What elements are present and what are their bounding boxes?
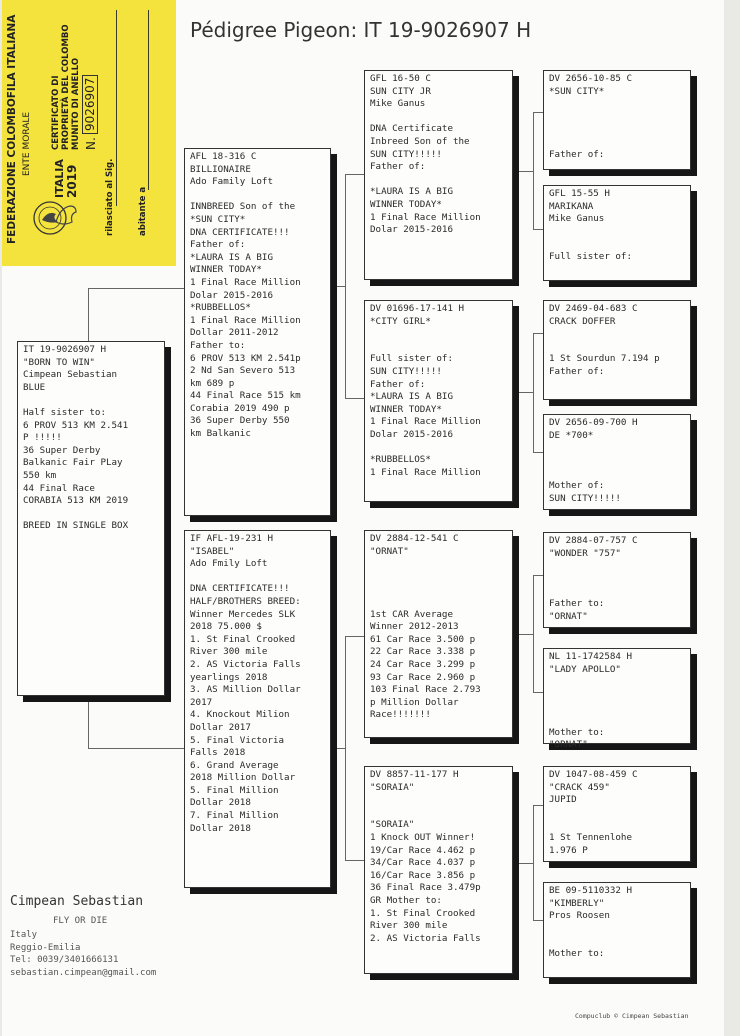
card-resident-line	[148, 10, 149, 190]
pedigree-line: *RUBBELLOS*	[370, 454, 431, 466]
pedigree-line: 1 Final Race Million	[370, 416, 481, 428]
pedigree-line	[549, 341, 685, 354]
card-issued-line	[116, 10, 117, 206]
pedigree-line	[549, 328, 685, 341]
page-title: Pédigree Pigeon: IT 19-9026907 H	[190, 18, 532, 42]
card-certificate-line-3: MUNITO DI ANELLO	[71, 57, 81, 150]
pedigree-line	[549, 807, 685, 820]
owner-slogan: FLY OR DIE	[53, 916, 108, 926]
pedigree-line	[549, 111, 685, 124]
pedigree-line	[549, 136, 685, 149]
pedigree-line: 44 Final Race 515 km	[190, 390, 301, 402]
pedigree-line: Half sister to:	[23, 406, 106, 418]
pigeon-box-dam-dam	[364, 766, 513, 974]
pedigree-line: "BORN TO WIN"	[23, 356, 95, 368]
pedigree-line: River 300 mile	[190, 646, 268, 658]
card-federation: FEDERAZIONE COLOMBOFILA ITALIANA	[6, 14, 18, 244]
owner-phone: Tel: 0039/3401666131	[10, 955, 119, 965]
pedigree-line: Dolar 2015-2016	[370, 224, 453, 236]
pedigree-line: DNA CERTIFICATE!!!	[190, 226, 290, 238]
pedigree-line: "CRACK 459"	[549, 781, 610, 793]
pedigree-line: 44 Final Race	[23, 482, 95, 494]
pedigree-line: JUPID	[549, 794, 577, 806]
pedigree-line: *RUBBELLOS*	[190, 302, 251, 314]
pedigree-line: 1 Final Race Million	[370, 211, 481, 223]
pedigree-line: INNBREED Son of the	[190, 201, 296, 213]
pigeon-box-ddd	[543, 882, 691, 978]
pedigree-line	[190, 571, 325, 584]
pigeon-box-dsd	[543, 648, 691, 751]
pedigree-line: 36 Super Derby 550	[190, 415, 290, 427]
pedigree-line: 5. Final Victoria	[190, 734, 285, 746]
pedigree-line: *LAURA IS A BIG	[370, 391, 453, 403]
owner-info	[10, 894, 156, 979]
card-resident: abitante a	[138, 186, 148, 236]
pedigree-line: "SORAIA"	[370, 781, 415, 793]
pedigree-line	[549, 573, 685, 586]
pedigree-line: 4. Knockout Milion	[190, 709, 290, 721]
pedigree-line: DNA Certificate	[370, 123, 453, 135]
pedigree-line: km Balkanic	[190, 428, 251, 440]
pedigree-line	[549, 226, 685, 239]
pedigree-line: Winner Mercedes SLK	[190, 608, 296, 620]
pedigree-line: Ado Fmily Loft	[190, 558, 268, 570]
pedigree-line: HALF/BROTHERS BREED:	[190, 595, 301, 607]
pedigree-line: *LAURA IS A BIG	[370, 186, 453, 198]
pedigree-line	[549, 585, 685, 598]
pedigree-line: Father of:	[549, 148, 605, 160]
pedigree-line: "ORNAT"	[549, 739, 588, 751]
ring-certificate-card	[2, 0, 176, 266]
pedigree-line: 1 Knock OUT Winner!	[370, 831, 476, 843]
pigeon-box-subject	[17, 341, 165, 696]
ring-number: DV 2656-09-700 H	[549, 417, 638, 428]
pedigree-line: Father of:	[370, 378, 426, 390]
pedigree-line: 36 Final Race 3.479p	[370, 882, 481, 894]
pedigree-line: 550 km	[23, 469, 57, 481]
pedigree-line: Winner 2012-2013	[370, 621, 459, 633]
pedigree-line: 2. AS Victoria Falls	[370, 932, 481, 944]
pedigree-line: Corabia 2019 490 p	[190, 402, 290, 414]
ring-number: IF AFL-19-231 H	[190, 533, 273, 544]
pedigree-line: WINNER TODAY*	[370, 403, 442, 415]
pigeon-box-dss	[543, 532, 691, 628]
pedigree-line	[370, 442, 507, 455]
card-ente: ENTE MORALE	[22, 111, 32, 176]
pedigree-line: Falls 2018	[190, 747, 246, 759]
pedigree-line: SUN CITY!!!!!	[370, 148, 442, 160]
pedigree-line: 19/Car Race 4.462 p	[370, 844, 476, 856]
ring-number: DV 2884-12-541 C	[370, 533, 459, 544]
pedigree-line: "ORNAT"	[370, 545, 409, 557]
pedigree-line: 2018 75.000 $	[190, 621, 262, 633]
pigeon-box-sire	[184, 148, 331, 516]
pedigree-line	[549, 689, 685, 702]
pigeon-box-sdd	[543, 414, 691, 510]
pedigree-line: 34/Car Race 4.037 p	[370, 857, 476, 869]
pedigree-sheet	[2, 0, 724, 1036]
pedigree-line	[549, 455, 685, 468]
pedigree-line: 1 St Tennenlohe	[549, 831, 632, 843]
pedigree-line: CRACK DOFFER	[549, 315, 616, 327]
pedigree-line	[23, 394, 159, 407]
owner-contact	[10, 929, 156, 979]
pedigree-line	[549, 98, 685, 111]
pedigree-line: Cimpean Sebastian	[23, 369, 118, 381]
pedigree-line	[549, 238, 685, 251]
pedigree-line	[370, 807, 507, 820]
pedigree-line: BILLIONAIRE	[190, 163, 251, 175]
card-issued-to: rilasciato al Sig.	[105, 158, 115, 236]
pedigree-line: CORABIA 513 KM 2019	[23, 495, 129, 507]
ring-number: GFL 16-50 C	[370, 73, 431, 84]
pedigree-line: Father of:	[190, 239, 246, 251]
pedigree-line: DE *700*	[549, 429, 594, 441]
pedigree-line: Pros Roosen	[549, 910, 610, 922]
pedigree-line: 1.976 P	[549, 844, 588, 856]
pedigree-line: "LADY APOLLO"	[549, 663, 621, 675]
card-certificate-line-2: PROPRIETÀ DEL COLOMBO	[61, 24, 71, 150]
pedigree-line: Mother of:	[549, 479, 605, 491]
pedigree-line: "WONDER "757"	[549, 547, 621, 559]
ring-number: DV 1047-08-459 C	[549, 769, 638, 780]
pedigree-line	[370, 111, 507, 124]
pedigree-line: Mike Ganus	[370, 98, 426, 110]
card-number-prefix: N.	[84, 137, 98, 150]
pedigree-line: Balkanic Fair PLay	[23, 457, 123, 469]
pedigree-line: 1 Final Race Million	[190, 276, 301, 288]
pedigree-line: Mother to:	[549, 726, 605, 738]
pedigree-line: Ado Family Loft	[190, 176, 273, 188]
pedigree-line: 1. St Final Crooked	[190, 633, 296, 645]
pedigree-line: WINNER TODAY*	[190, 264, 262, 276]
footer-credit: Compuclub © Cimpean Sebastian	[575, 1012, 689, 1020]
pedigree-line: *SUN CITY*	[190, 213, 246, 225]
owner-email: sebastian.cimpean@gmail.com	[10, 967, 157, 978]
pedigree-line: 1st CAR Average	[370, 608, 453, 620]
pedigree-line	[549, 560, 685, 573]
pedigree-line: Father to:	[190, 339, 246, 351]
pedigree-line: SUN CITY!!!!!	[370, 365, 442, 377]
pedigree-line: Dollar 2018	[190, 822, 251, 834]
pedigree-line	[549, 714, 685, 727]
pedigree-line: yearlings 2018	[190, 671, 268, 683]
ring-number: BE 09-5110332 H	[549, 885, 632, 896]
pedigree-line	[23, 508, 159, 521]
pedigree-line: Mike Ganus	[549, 213, 605, 225]
ring-number: NL 11-1742584 H	[549, 651, 632, 662]
pedigree-line: 2018 Million Dollar	[190, 772, 296, 784]
pedigree-line: Father to:	[549, 597, 605, 609]
pedigree-line: WINNER TODAY*	[370, 198, 442, 210]
pedigree-line: 16/Car Race 3.856 p	[370, 869, 476, 881]
pedigree-line: 24 Car Race 3.299 p	[370, 658, 476, 670]
pedigree-line: River 300 mile	[370, 920, 448, 932]
pedigree-line: 1 Final Race Million	[370, 466, 481, 478]
pedigree-line	[549, 123, 685, 136]
pedigree-line	[549, 923, 685, 936]
pedigree-line: 5. Final Million	[190, 784, 279, 796]
ring-number: GFL 15-55 H	[549, 188, 610, 199]
pedigree-line: Full sister of:	[370, 353, 453, 365]
pigeon-box-sire-dam	[364, 300, 513, 502]
pedigree-line: GR Mother to:	[370, 894, 442, 906]
pedigree-line: *LAURA IS A BIG	[190, 251, 273, 263]
pedigree-line	[549, 935, 685, 948]
pedigree-line: "ISABEL"	[190, 545, 235, 557]
pedigree-line	[370, 596, 507, 609]
ring-number: DV 2656-10-85 C	[549, 73, 632, 84]
pedigree-line: 61 Car Race 3.500 p	[370, 633, 476, 645]
pigeon-box-dam	[184, 530, 331, 888]
pigeon-box-dds	[543, 766, 691, 862]
pedigree-line: Race!!!!!!!	[370, 709, 431, 721]
pedigree-line: DNA CERTIFICATE!!!	[190, 583, 290, 595]
pedigree-line: 1 Final Race Million	[190, 314, 301, 326]
ring-number: DV 2469-04-683 C	[549, 303, 638, 314]
pedigree-line: p Million Dollar	[370, 696, 459, 708]
pedigree-line	[370, 583, 507, 596]
pedigree-line	[549, 701, 685, 714]
pedigree-line	[549, 819, 685, 832]
pedigree-line: P !!!!!	[23, 432, 62, 444]
pedigree-line: Dolar 2015-2016	[370, 428, 453, 440]
card-year: 2019	[65, 164, 79, 198]
pedigree-line: MARIKANA	[549, 200, 594, 212]
pedigree-line: Full sister of:	[549, 250, 632, 262]
pedigree-line: Father of:	[549, 365, 605, 377]
pedigree-line: 2. AS Victoria Falls	[190, 658, 301, 670]
pedigree-line	[370, 341, 507, 354]
pedigree-line	[190, 189, 325, 202]
pigeon-box-sss	[543, 70, 691, 170]
pedigree-line	[549, 442, 685, 455]
pedigree-line: Mother to:	[549, 947, 605, 959]
card-certificate-line-1: CERTIFICATO DI	[51, 75, 61, 150]
pedigree-line: BLUE	[23, 381, 46, 393]
ring-number: DV 2884-07-757 C	[549, 535, 638, 546]
card-country: ITALIA	[53, 159, 66, 198]
pedigree-line: 36 Super Derby	[23, 444, 101, 456]
pedigree-line: Dollar 2018	[190, 797, 251, 809]
ring-number: AFL 18-316 C	[190, 151, 257, 162]
pedigree-line: 6 PROV 513 KM 2.541p	[190, 352, 301, 364]
pedigree-line: Father of:	[370, 161, 426, 173]
ring-number: DV 8857-11-177 H	[370, 769, 459, 780]
pedigree-line	[549, 676, 685, 689]
pedigree-line: Dollar 2017	[190, 721, 251, 733]
pedigree-line: 22 Car Race 3.338 p	[370, 646, 476, 658]
pedigree-line: Inbreed Son of the	[370, 135, 470, 147]
pedigree-line	[549, 467, 685, 480]
pedigree-line: km 689 p	[190, 377, 235, 389]
pigeon-emblem-icon	[52, 200, 80, 230]
pedigree-line: 1. St Final Crooked	[370, 907, 476, 919]
ring-number: DV 01696-17-141 H	[370, 303, 465, 314]
pedigree-line: 6 PROV 513 KM 2.541	[23, 419, 129, 431]
pedigree-line: 93 Car Race 2.960 p	[370, 671, 476, 683]
pedigree-line: "ORNAT"	[549, 610, 588, 622]
pedigree-line: 1 St Sourdun 7.194 p	[549, 353, 660, 365]
card-ring-number: 9026907	[82, 75, 98, 134]
pedigree-line: Dolar 2015-2016	[190, 289, 273, 301]
owner-name: Cimpean Sebastian	[10, 894, 144, 909]
pedigree-line: "KIMBERLY"	[549, 897, 605, 909]
pedigree-line: 7. Final Million	[190, 810, 279, 822]
owner-city: Reggio-Emilia	[10, 942, 81, 953]
pedigree-line: *CITY GIRL*	[370, 315, 431, 327]
pedigree-line	[370, 794, 507, 807]
pigeon-box-dam-sire	[364, 530, 513, 738]
pedigree-line: SUN CITY!!!!!	[549, 492, 621, 504]
pigeon-box-ssd	[543, 185, 691, 281]
pedigree-line: SUN CITY JR	[370, 85, 431, 97]
pedigree-line	[370, 571, 507, 584]
pedigree-line: 6. Grand Average	[190, 759, 279, 771]
pedigree-line: 2017	[190, 696, 213, 708]
pedigree-line: Dollar 2011-2012	[190, 327, 279, 339]
pedigree-line: 3. AS Million Dollar	[190, 684, 301, 696]
pedigree-line: *SUN CITY*	[549, 85, 605, 97]
pigeon-box-sds	[543, 300, 691, 400]
pedigree-line	[370, 174, 507, 187]
pedigree-line: "SORAIA"	[370, 819, 415, 831]
owner-country: Italy	[10, 930, 38, 940]
ring-number: IT 19-9026907 H	[23, 344, 106, 355]
pedigree-line: BREED IN SINGLE BOX	[23, 520, 129, 532]
pigeon-box-sire-sire	[364, 70, 513, 280]
pedigree-line	[370, 328, 507, 341]
pedigree-line: 103 Final Race 2.793	[370, 684, 481, 696]
pedigree-line	[370, 558, 507, 571]
pedigree-line: 2 Nd San Severo 513	[190, 365, 296, 377]
